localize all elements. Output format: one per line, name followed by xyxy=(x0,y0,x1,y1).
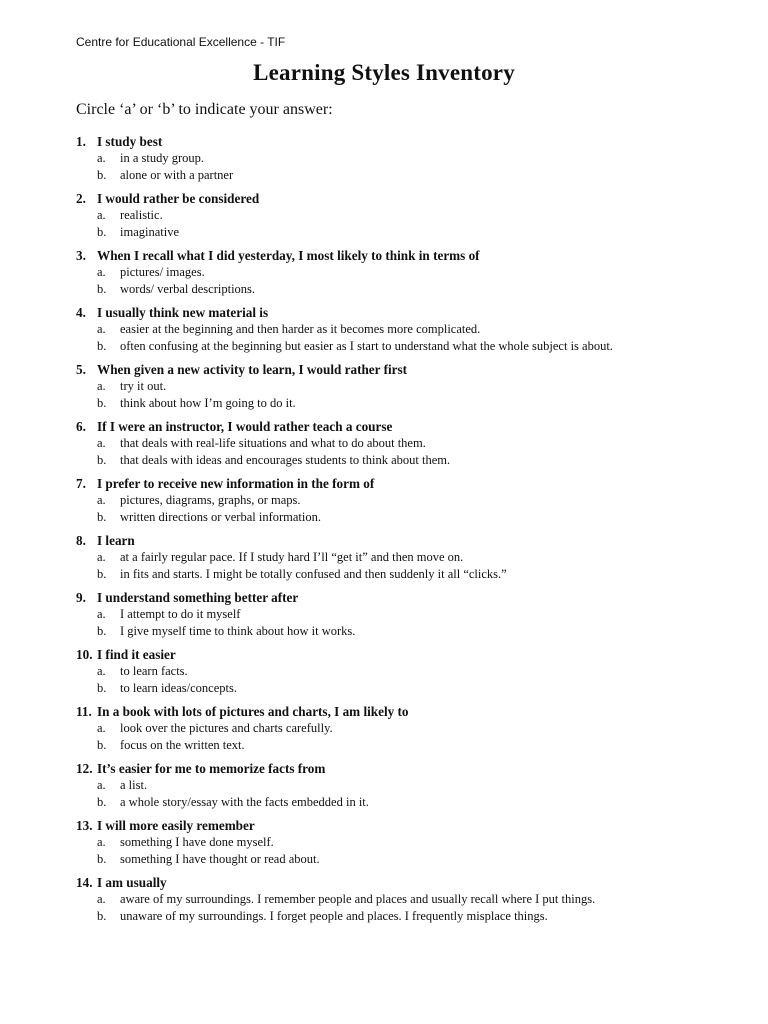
option-letter: b. xyxy=(97,168,107,182)
answer-options xyxy=(76,492,716,526)
option-letter: a. xyxy=(97,265,106,279)
option-letter: b. xyxy=(97,510,107,524)
answer-options xyxy=(76,435,716,469)
question-prompt: I learn xyxy=(97,533,135,548)
option-text: aware of my surroundings. I remember people and places and usually recall where I put things. xyxy=(120,892,596,906)
answer-options xyxy=(76,720,716,754)
answer-options xyxy=(76,834,716,868)
question-prompt: I prefer to receive new information in the form of xyxy=(97,476,375,491)
option-text: often confusing at the beginning but easier as I start to understand what the whole subject is about. xyxy=(120,339,613,353)
question-number: 14. xyxy=(76,875,93,890)
question-prompt: It’s easier for me to memorize facts from xyxy=(97,761,326,776)
option-text: unaware of my surroundings. I forget people and places. I frequently misplace things. xyxy=(120,909,548,923)
option-text: look over the pictures and charts carefully. xyxy=(120,721,333,735)
answer-option-b[interactable] xyxy=(76,281,716,298)
option-text: a list. xyxy=(120,778,148,792)
answer-options xyxy=(76,891,716,925)
option-text: something I have thought or read about. xyxy=(120,852,320,866)
question-number: 10. xyxy=(76,647,93,662)
question-item xyxy=(76,817,716,868)
answer-option-a[interactable] xyxy=(76,378,716,395)
question-number: 4. xyxy=(76,305,86,320)
question-heading xyxy=(76,304,716,321)
option-text: that deals with ideas and encourages students to think about them. xyxy=(120,453,451,467)
question-item xyxy=(76,304,716,355)
answer-option-a[interactable] xyxy=(76,492,716,509)
question-item xyxy=(76,247,716,298)
option-text: I give myself time to think about how it works. xyxy=(120,624,356,638)
option-letter: b. xyxy=(97,909,107,923)
question-prompt: I am usually xyxy=(97,875,167,890)
question-number: 7. xyxy=(76,476,86,491)
question-number: 2. xyxy=(76,191,86,206)
option-letter: a. xyxy=(97,835,106,849)
option-letter: a. xyxy=(97,493,106,507)
question-heading xyxy=(76,532,716,549)
answer-options xyxy=(76,777,716,811)
answer-option-b[interactable] xyxy=(76,338,716,355)
question-item xyxy=(76,361,716,412)
answer-option-a[interactable] xyxy=(76,435,716,452)
option-letter: b. xyxy=(97,225,107,239)
answer-option-b[interactable] xyxy=(76,395,716,412)
question-number: 11. xyxy=(76,704,92,719)
question-item xyxy=(76,760,716,811)
answer-options xyxy=(76,663,716,697)
option-letter: b. xyxy=(97,453,107,467)
question-prompt: I understand something better after xyxy=(97,590,299,605)
option-letter: a. xyxy=(97,436,106,450)
option-text: written directions or verbal information. xyxy=(120,510,321,524)
option-letter: b. xyxy=(97,282,107,296)
answer-option-a[interactable] xyxy=(76,207,716,224)
question-prompt: I would rather be considered xyxy=(97,191,260,206)
answer-options xyxy=(76,150,716,184)
question-number: 9. xyxy=(76,590,86,605)
option-letter: b. xyxy=(97,624,107,638)
option-letter: a. xyxy=(97,379,106,393)
question-heading xyxy=(76,418,716,435)
answer-option-b[interactable] xyxy=(76,509,716,526)
question-heading xyxy=(76,361,716,378)
option-text: easier at the beginning and then harder as it becomes more complicated. xyxy=(120,322,481,336)
option-letter: b. xyxy=(97,339,107,353)
option-text: pictures, diagrams, graphs, or maps. xyxy=(120,493,301,507)
question-item xyxy=(76,418,716,469)
answer-option-a[interactable] xyxy=(76,321,716,338)
question-heading xyxy=(76,475,716,492)
question-number: 12. xyxy=(76,761,93,776)
page-title: Learning Styles Inventory xyxy=(253,60,515,85)
option-text: try it out. xyxy=(120,379,167,393)
option-letter: a. xyxy=(97,208,106,222)
question-heading xyxy=(76,760,716,777)
question-heading xyxy=(76,646,716,663)
option-text: realistic. xyxy=(120,208,163,222)
option-letter: b. xyxy=(97,567,107,581)
answer-option-a[interactable] xyxy=(76,777,716,794)
option-letter: a. xyxy=(97,664,106,678)
question-number: 6. xyxy=(76,419,86,434)
answer-option-b[interactable] xyxy=(76,623,716,640)
option-letter: b. xyxy=(97,396,107,410)
option-text: focus on the written text. xyxy=(120,738,245,752)
option-letter: a. xyxy=(97,778,106,792)
option-text: to learn facts. xyxy=(120,664,188,678)
option-letter: a. xyxy=(97,607,106,621)
question-heading xyxy=(76,133,716,150)
answer-option-a[interactable] xyxy=(76,891,716,908)
question-heading xyxy=(76,589,716,606)
question-number: 13. xyxy=(76,818,93,833)
question-prompt: In a book with lots of pictures and charts, I am likely to xyxy=(97,704,409,719)
answer-option-b[interactable] xyxy=(76,452,716,469)
option-letter: b. xyxy=(97,681,107,695)
instruction-text: Circle ‘a’ or ‘b’ to indicate your answer: xyxy=(76,101,333,118)
question-item xyxy=(76,874,716,925)
answer-option-a[interactable] xyxy=(76,150,716,167)
question-prompt: I find it easier xyxy=(97,647,176,662)
option-letter: a. xyxy=(97,892,106,906)
option-text: alone or with a partner xyxy=(120,168,234,182)
option-text: words/ verbal descriptions. xyxy=(120,282,256,296)
answer-option-a[interactable] xyxy=(76,663,716,680)
question-item xyxy=(76,703,716,754)
answer-options xyxy=(76,207,716,241)
option-text: pictures/ images. xyxy=(120,265,205,279)
option-letter: b. xyxy=(97,852,107,866)
option-text: imaginative xyxy=(120,225,180,239)
option-letter: a. xyxy=(97,550,106,564)
answer-options xyxy=(76,321,716,355)
question-number: 3. xyxy=(76,248,86,263)
question-heading xyxy=(76,247,716,264)
question-number: 8. xyxy=(76,533,86,548)
answer-option-a[interactable] xyxy=(76,720,716,737)
question-item xyxy=(76,646,716,697)
option-text: think about how I’m going to do it. xyxy=(120,396,296,410)
option-text: in fits and starts. I might be totally confused and then suddenly it all “clicks.” xyxy=(120,567,507,581)
answer-option-b[interactable] xyxy=(76,737,716,754)
question-number: 1. xyxy=(76,134,86,149)
answer-option-b[interactable] xyxy=(76,680,716,697)
answer-option-b[interactable] xyxy=(76,167,716,184)
option-text: to learn ideas/concepts. xyxy=(120,681,237,695)
question-prompt: I will more easily remember xyxy=(97,818,255,833)
option-text: at a fairly regular pace. If I study hard I’ll “get it” and then move on. xyxy=(120,550,464,564)
answer-option-b[interactable] xyxy=(76,908,716,925)
option-text: something I have done myself. xyxy=(120,835,274,849)
option-letter: b. xyxy=(97,795,107,809)
answer-options xyxy=(76,378,716,412)
question-prompt: When I recall what I did yesterday, I most likely to think in terms of xyxy=(97,248,480,263)
answer-options xyxy=(76,549,716,583)
question-heading xyxy=(76,874,716,891)
option-letter: a. xyxy=(97,721,106,735)
answer-option-a[interactable] xyxy=(76,549,716,566)
question-list xyxy=(76,133,716,931)
answer-options xyxy=(76,606,716,640)
answer-option-a[interactable] xyxy=(76,606,716,623)
answer-option-b[interactable] xyxy=(76,851,716,868)
question-item xyxy=(76,190,716,241)
answer-options xyxy=(76,264,716,298)
question-heading xyxy=(76,817,716,834)
option-letter: a. xyxy=(97,322,106,336)
answer-option-a[interactable] xyxy=(76,834,716,851)
question-item xyxy=(76,532,716,583)
question-number: 5. xyxy=(76,362,86,377)
option-text: that deals with real-life situations and what to do about them. xyxy=(120,436,426,450)
question-item xyxy=(76,133,716,184)
question-prompt: If I were an instructor, I would rather teach a course xyxy=(97,419,393,434)
answer-option-b[interactable] xyxy=(76,224,716,241)
question-item xyxy=(76,475,716,526)
question-prompt: I study best xyxy=(97,134,163,149)
answer-option-b[interactable] xyxy=(76,566,716,583)
question-prompt: I usually think new material is xyxy=(97,305,269,320)
question-heading xyxy=(76,190,716,207)
organization-header: Centre for Educational Excellence - TIF xyxy=(76,35,286,49)
option-letter: b. xyxy=(97,738,107,752)
option-text: a whole story/essay with the facts embedded in it. xyxy=(120,795,369,809)
answer-option-b[interactable] xyxy=(76,794,716,811)
answer-option-a[interactable] xyxy=(76,264,716,281)
question-prompt: When given a new activity to learn, I would rather first xyxy=(97,362,408,377)
option-letter: a. xyxy=(97,151,106,165)
question-item xyxy=(76,589,716,640)
option-text: I attempt to do it myself xyxy=(120,607,241,621)
option-text: in a study group. xyxy=(120,151,205,165)
question-heading xyxy=(76,703,716,720)
